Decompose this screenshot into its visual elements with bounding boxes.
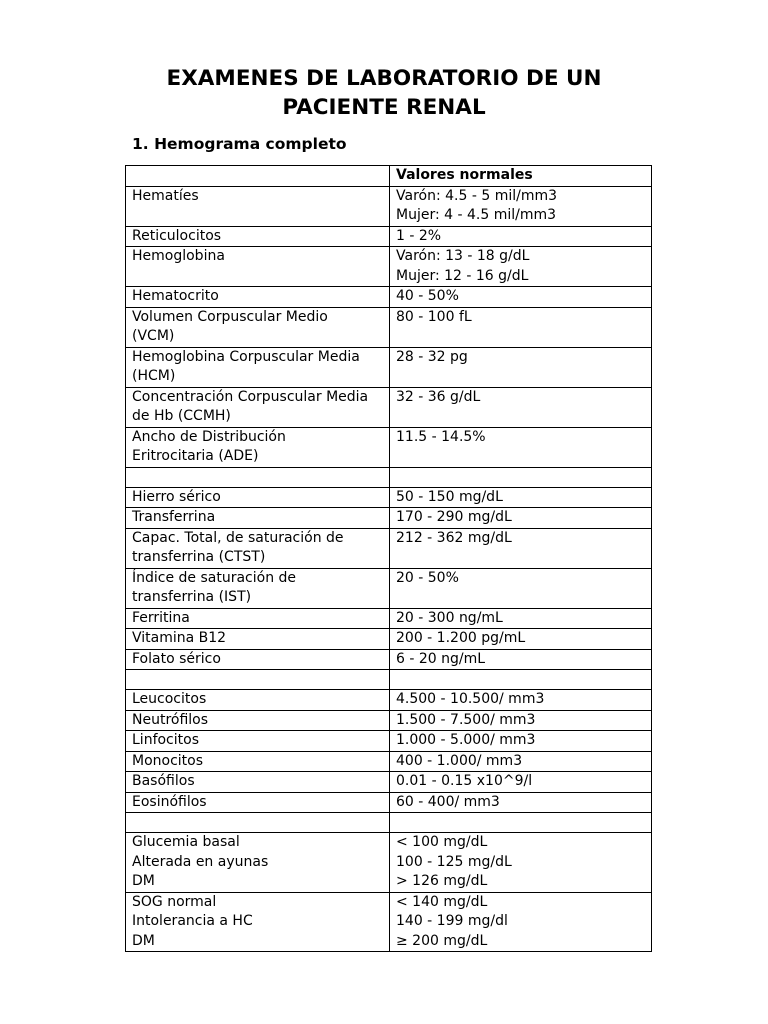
test-cell xyxy=(126,487,390,508)
table-row xyxy=(126,710,652,731)
value-cell-line: 60 - 400/ mm3 xyxy=(396,793,500,810)
test-cell-line: Neutrófilos xyxy=(132,711,209,728)
value-cell xyxy=(390,608,652,629)
test-cell-line: Hematocrito xyxy=(132,288,219,304)
test-cell xyxy=(126,387,390,427)
empty-cell xyxy=(126,467,390,487)
test-cell-line: Hemoglobina xyxy=(132,248,225,264)
value-cell-line: 50 - 150 mg/dL xyxy=(396,488,503,505)
test-cell-line: DM xyxy=(132,873,155,889)
test-cell xyxy=(126,792,390,813)
header-cell-test xyxy=(126,166,390,187)
test-cell xyxy=(126,710,390,731)
table-row xyxy=(126,568,652,608)
lab-values-table xyxy=(125,165,652,952)
test-cell xyxy=(126,508,390,529)
table-row xyxy=(126,608,652,629)
value-cell xyxy=(390,427,652,467)
test-cell-line: Monocitos xyxy=(132,752,204,769)
test-cell-line: Leucocitos xyxy=(132,691,207,707)
table-row xyxy=(126,833,652,893)
page-title-line-2: PACIENTE RENAL xyxy=(282,95,486,120)
test-cell xyxy=(126,629,390,650)
test-cell-line: DM xyxy=(132,932,155,949)
value-cell xyxy=(390,307,652,347)
test-cell xyxy=(126,427,390,467)
empty-cell xyxy=(390,670,652,690)
table-row xyxy=(126,528,652,568)
table-row xyxy=(126,772,652,793)
test-cell-line: Eosinófilos xyxy=(132,793,207,810)
empty-cell xyxy=(126,670,390,690)
test-cell-line: Vitamina B12 xyxy=(132,630,227,646)
value-cell-line: 212 - 362 mg/dL xyxy=(396,529,512,546)
test-cell xyxy=(126,307,390,347)
empty-cell xyxy=(126,813,390,833)
test-cell-line: Hierro sérico xyxy=(132,488,221,505)
test-cell xyxy=(126,347,390,387)
test-cell xyxy=(126,731,390,752)
value-cell xyxy=(390,751,652,772)
value-cell xyxy=(390,629,652,650)
value-cell xyxy=(390,247,652,287)
value-cell-line: 1 - 2% xyxy=(396,227,442,244)
value-cell-line: 0.01 - 0.15 x10^9/l xyxy=(396,773,533,789)
value-cell-line: 140 - 199 mg/dl xyxy=(396,913,508,929)
test-cell-line: Concentración Corpuscular Media xyxy=(132,388,369,405)
empty-cell xyxy=(390,813,652,833)
test-cell xyxy=(126,568,390,608)
test-cell xyxy=(126,528,390,568)
test-cell-line: (HCM) xyxy=(132,368,176,384)
table-row xyxy=(126,792,652,813)
value-cell-line: 4.500 - 10.500/ mm3 xyxy=(396,691,545,707)
table-spacer-row xyxy=(126,467,652,487)
value-cell xyxy=(390,792,652,813)
value-cell xyxy=(390,568,652,608)
value-cell-line: ≥ 200 mg/dL xyxy=(396,932,488,949)
value-cell xyxy=(390,710,652,731)
test-cell xyxy=(126,751,390,772)
value-cell-line: 400 - 1.000/ mm3 xyxy=(396,752,523,769)
header-cell-normal-values: Valores normales xyxy=(390,166,652,187)
value-cell xyxy=(390,528,652,568)
table-row xyxy=(126,629,652,650)
test-cell-line: transferrina (IST) xyxy=(132,589,252,605)
value-cell xyxy=(390,892,652,952)
value-cell xyxy=(390,387,652,427)
table-body xyxy=(126,186,652,952)
value-cell-line: Varón: 13 - 18 g/dL xyxy=(396,248,530,264)
table-row xyxy=(126,487,652,508)
test-cell-line: Linfocitos xyxy=(132,732,199,748)
value-cell xyxy=(390,649,652,670)
test-cell-line: de Hb (CCMH) xyxy=(132,408,231,424)
test-cell-line: Capac. Total, de saturación de xyxy=(132,529,344,546)
test-cell-line: transferrina (CTST) xyxy=(132,549,266,565)
table-row xyxy=(126,287,652,308)
value-cell xyxy=(390,833,652,893)
table-row xyxy=(126,247,652,287)
value-cell-line: Varón: 4.5 - 5 mil/mm3 xyxy=(396,187,558,204)
table-row xyxy=(126,892,652,952)
value-cell-line: 170 - 290 mg/dL xyxy=(396,509,512,525)
value-cell xyxy=(390,226,652,247)
table-row xyxy=(126,690,652,711)
value-cell-line: 20 - 300 ng/mL xyxy=(396,609,503,626)
test-cell-line: Volumen Corpuscular Medio xyxy=(132,308,328,325)
table-row xyxy=(126,307,652,347)
value-cell-line: 20 - 50% xyxy=(396,569,459,586)
value-cell-line: > 126 mg/dL xyxy=(396,873,488,889)
test-cell xyxy=(126,772,390,793)
test-cell-line: Eritrocitaria (ADE) xyxy=(132,448,259,464)
section-heading: 1. Hemograma completo xyxy=(132,135,347,153)
test-cell-line: Ancho de Distribución xyxy=(132,428,286,445)
value-cell xyxy=(390,690,652,711)
value-cell-line: Mujer: 4 - 4.5 mil/mm3 xyxy=(396,207,557,223)
test-cell-line: Ferritina xyxy=(132,609,190,626)
test-cell-line: Índice de saturación de xyxy=(132,569,297,586)
test-cell xyxy=(126,649,390,670)
test-cell-line: Alterada en ayunas xyxy=(132,853,269,870)
value-cell-line: < 100 mg/dL xyxy=(396,834,488,850)
test-cell-line: Basófilos xyxy=(132,773,195,789)
table-header-row xyxy=(126,166,652,187)
value-cell xyxy=(390,186,652,226)
value-cell xyxy=(390,487,652,508)
value-cell-line: < 140 mg/dL xyxy=(396,893,488,910)
test-cell xyxy=(126,247,390,287)
table-row xyxy=(126,508,652,529)
test-cell xyxy=(126,608,390,629)
table-spacer-row xyxy=(126,813,652,833)
test-cell xyxy=(126,690,390,711)
page-title-line-1: EXAMENES DE LABORATORIO DE UN xyxy=(166,66,602,91)
table-row xyxy=(126,347,652,387)
value-cell-line: 1.500 - 7.500/ mm3 xyxy=(396,711,536,728)
value-cell-line: 11.5 - 14.5% xyxy=(396,428,486,445)
page-title xyxy=(0,64,768,122)
value-cell-line: 80 - 100 fL xyxy=(396,308,472,325)
test-cell xyxy=(126,833,390,893)
table-row xyxy=(126,427,652,467)
test-cell-line: Glucemia basal xyxy=(132,834,240,850)
table-row xyxy=(126,226,652,247)
test-cell-line: (VCM) xyxy=(132,328,175,344)
value-cell-line: 100 - 125 mg/dL xyxy=(396,853,512,870)
test-cell xyxy=(126,287,390,308)
test-cell xyxy=(126,226,390,247)
value-cell-line: Mujer: 12 - 16 g/dL xyxy=(396,267,529,284)
value-cell-line: 40 - 50% xyxy=(396,288,459,304)
test-cell-line: Intolerancia a HC xyxy=(132,913,253,929)
test-cell-line: Hematíes xyxy=(132,187,199,204)
test-cell-line: Folato sérico xyxy=(132,650,221,667)
test-cell-line: Transferrina xyxy=(132,509,216,525)
table-row xyxy=(126,751,652,772)
value-cell xyxy=(390,508,652,529)
value-cell xyxy=(390,347,652,387)
empty-cell xyxy=(390,467,652,487)
value-cell xyxy=(390,287,652,308)
test-cell xyxy=(126,186,390,226)
value-cell xyxy=(390,731,652,752)
value-cell-line: 28 - 32 pg xyxy=(396,348,468,365)
table-spacer-row xyxy=(126,670,652,690)
table-row xyxy=(126,731,652,752)
table-row xyxy=(126,387,652,427)
table-row xyxy=(126,649,652,670)
table-row xyxy=(126,186,652,226)
value-cell-line: 200 - 1.200 pg/mL xyxy=(396,630,526,646)
value-cell-line: 32 - 36 g/dL xyxy=(396,388,481,405)
test-cell-line: Reticulocitos xyxy=(132,227,222,244)
value-cell xyxy=(390,772,652,793)
test-cell-line: Hemoglobina Corpuscular Media xyxy=(132,348,360,365)
test-cell xyxy=(126,892,390,952)
test-cell-line: SOG normal xyxy=(132,893,217,910)
value-cell-line: 1.000 - 5.000/ mm3 xyxy=(396,732,536,748)
value-cell-line: 6 - 20 ng/mL xyxy=(396,650,486,667)
